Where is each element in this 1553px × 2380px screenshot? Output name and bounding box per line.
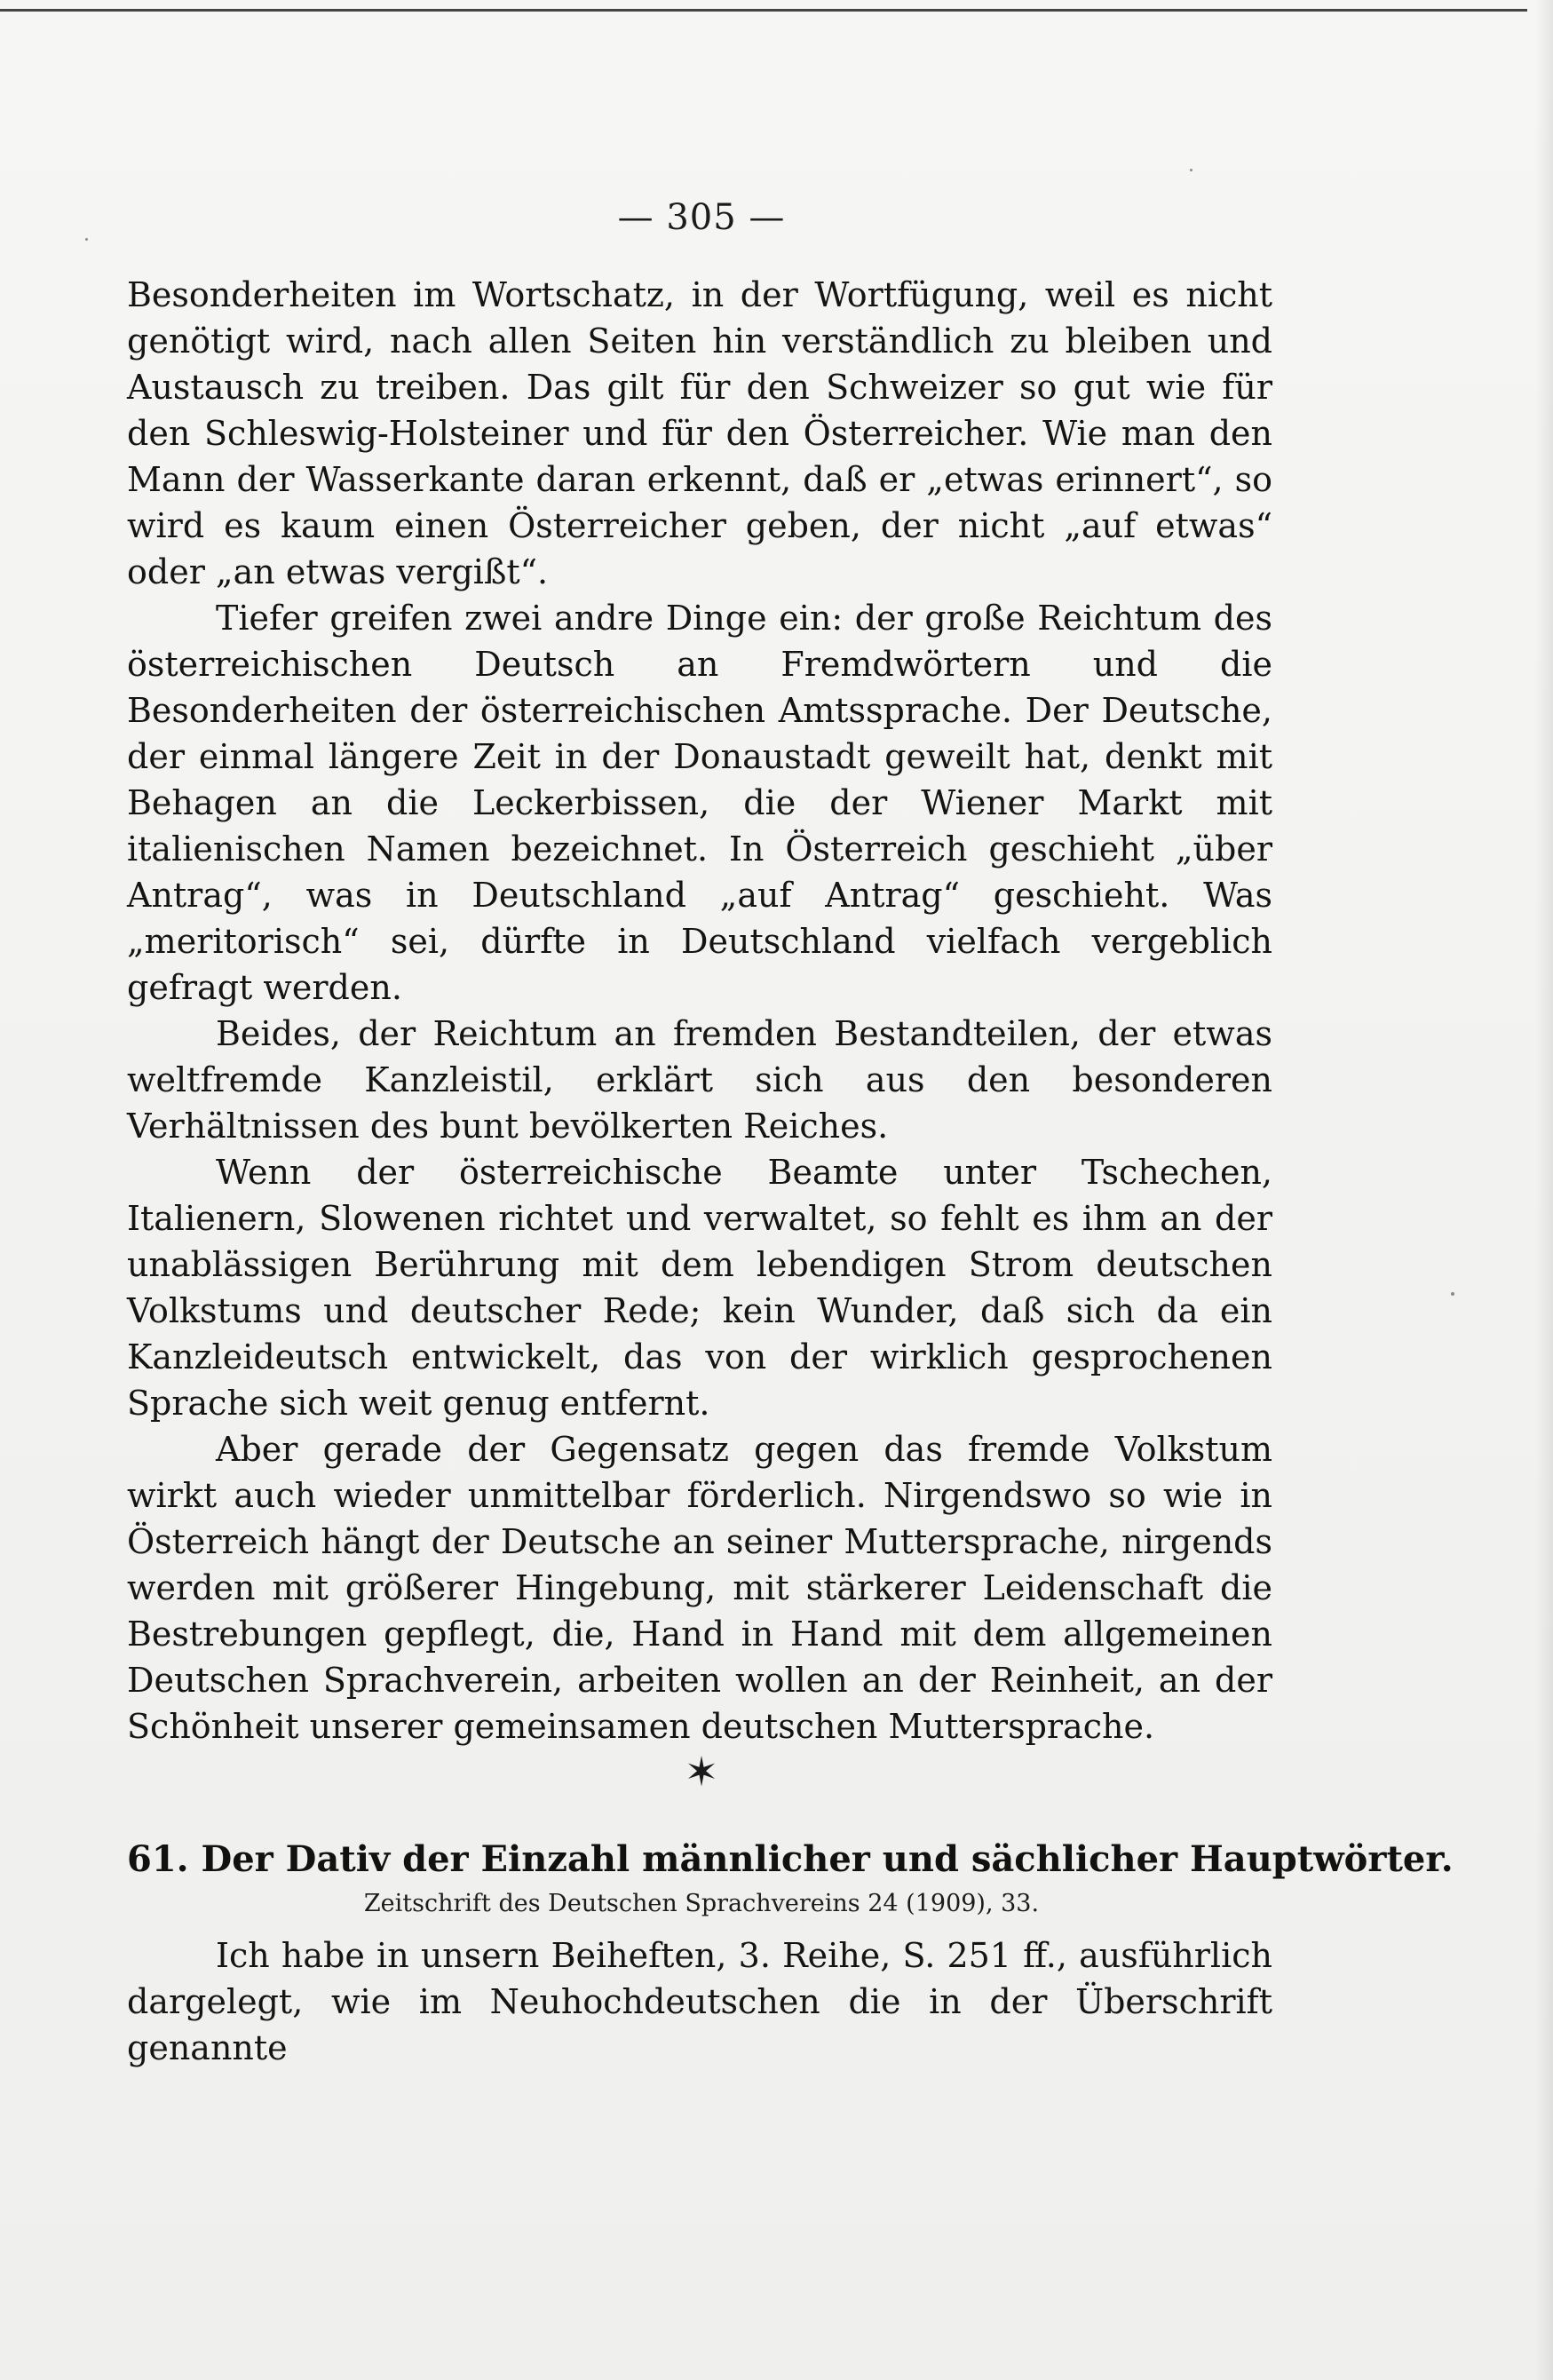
page-number: — 305 —: [617, 197, 786, 238]
paragraph-4: Wenn der österreichische Beamte unter Tschechen, Italienern, Slowenen richtet und verwaltet, so fehlt es ihm an der unablässigen Berührung mit dem lebendigen Strom deutschen Volkstums und deutscher Rede; kein Wunder, daß sich da ein Kanzleideutsch entwickelt, das von der wirklich gesprochenen Sprache sich weit genug entfernt.: [127, 1153, 1272, 1423]
source-citation: Zeitschrift des Deutschen Sprachvereins 24 (1909), 33.: [363, 1890, 1040, 1917]
paragraph-1: Besonderheiten im Wortschatz, in der Wortfügung, weil es nicht genötigt wird, nach allen Seiten hin verständlich zu bleiben und Austausch zu treiben. Das gilt für den Schweizer so gut wie für den Schleswig-Holsteiner und für den Österreicher. Wie man den Mann der Wasserkante daran erkennt, daß er „etwas erinnert“, so wird es kaum einen Österreicher geben, der nicht „auf etwas“ oder „an etwas vergißt“.: [127, 275, 1272, 591]
page-edge-shadow: [1535, 0, 1553, 2380]
section-heading: 61. Der Dativ der Einzahl männlicher und sächlicher Hauptwörter.: [127, 1838, 1454, 1880]
scan-speck: [1451, 1292, 1454, 1296]
paragraph-5: Aber gerade der Gegensatz gegen das fremde Volkstum wirkt auch wieder unmittelbar förderlich. Nirgendswo so wie in Österreich hängt der Deutsche an seiner Muttersprache, nirgends werden mit größerer Hingebung, mit stärkerer Leidenschaft die Bestrebungen gepflegt, die, Hand in Hand mit dem allgemeinen Deutschen Sprachverein, arbeiten wollen an der Reinheit, an der Schönheit unserer gemeinsamen deutschen Muttersprache.: [127, 1430, 1272, 1746]
section-body-text: [127, 1932, 1272, 2071]
section-separator-star: ✶: [684, 1748, 719, 1796]
scan-speck: [1190, 169, 1192, 171]
paragraph-2: Tiefer greifen zwei andre Dinge ein: der große Reichtum des österreichischen Deutsch an Fremdwörtern und die Besonderheiten der österreichischen Amtssprache. Der Deutsche, der einmal längere Zeit in der Donaustadt geweilt hat, denkt mit Behagen an die Leckerbissen, die der Wiener Markt mit italienischen Namen bezeichnet. In Österreich geschieht „über Antrag“, was in Deutschland „auf Antrag“ geschieht. Was „meritorisch“ sei, dürfte in Deutschland vielfach vergeblich gefragt werden.: [127, 599, 1272, 1007]
body-text: [127, 272, 1272, 1749]
section-paragraph-1: Ich habe in unsern Beiheften, 3. Reihe, S. 251 ff., ausführlich dargelegt, wie im Neuhochdeutschen die in der Überschrift genannte: [127, 1936, 1272, 2067]
scan-edge-line: [0, 9, 1527, 12]
paragraph-3: Beides, der Reichtum an fremden Bestandteilen, der etwas weltfremde Kanzleistil, erklärt sich aus den besonderen Verhältnissen des bunt bevölkerten Reiches.: [127, 1014, 1272, 1146]
scan-speck: [85, 238, 88, 241]
